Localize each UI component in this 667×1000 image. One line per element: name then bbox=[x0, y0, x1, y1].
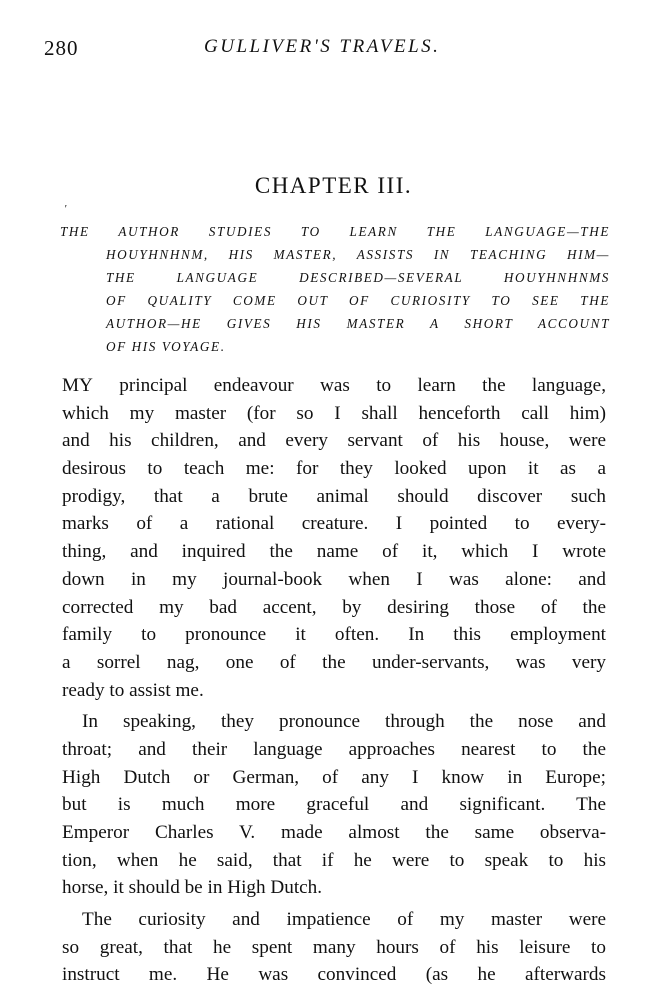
body-line: but is much more graceful and significant. The bbox=[62, 794, 606, 816]
chapter-heading: CHAPTER III. bbox=[254, 173, 413, 198]
first-line-rest: principal endeavour was to learn the language, bbox=[92, 375, 606, 396]
summary-line: OF HIS VOYAGE. bbox=[106, 339, 226, 354]
running-title: GULLIVER'S TRAVELS. bbox=[204, 36, 441, 57]
body-line: The curiosity and impatience of my master were bbox=[82, 909, 606, 931]
body-line: marks of a rational creature. I pointed to every- bbox=[62, 513, 606, 535]
body-line: and his children, and every servant of his house, were bbox=[62, 430, 606, 452]
body-line: tion, when he said, that if he were to speak to his bbox=[62, 849, 606, 871]
body-line: down in my journal-book when I was alone: and bbox=[62, 568, 606, 590]
body-line: family to pronounce it often. In this employment bbox=[62, 624, 606, 646]
body-line: In speaking, they pronounce through the nose and bbox=[82, 711, 606, 733]
first-word: MY bbox=[62, 375, 93, 396]
running-head bbox=[44, 36, 624, 58]
body-line: horse, it should be in High Dutch. bbox=[62, 877, 323, 899]
body-line: thing, and inquired the name of it, which I wrote bbox=[62, 541, 606, 563]
body-line: which my master (for so I shall henceforth call him) bbox=[62, 402, 606, 424]
body-line: High Dutch or German, of any I know in Europe; bbox=[62, 766, 606, 788]
body-line: desirous to teach me: for they looked upon it as a bbox=[62, 458, 606, 480]
body-line bbox=[62, 372, 606, 400]
summary-line: AUTHOR—HE GIVES HIS MASTER A SHORT ACCOUNT bbox=[106, 316, 610, 331]
body-line: Emperor Charles V. made almost the same observa- bbox=[62, 822, 606, 843]
page-number: 280 bbox=[44, 36, 79, 60]
body-line: throat; and their language approaches nearest to the bbox=[62, 738, 606, 760]
chapter-summary bbox=[60, 220, 610, 358]
summary-line: OF QUALITY COME OUT OF CURIOSITY TO SEE THE bbox=[106, 293, 610, 308]
body-line: prodigy, that a brute animal should discover such bbox=[62, 485, 606, 507]
body-line: so great, that he spent many hours of his leisure to bbox=[62, 936, 606, 958]
stray-mark: ' bbox=[64, 203, 67, 215]
summary-line: THE AUTHOR STUDIES TO LEARN THE LANGUAGE—THE bbox=[60, 224, 610, 239]
body-line: a sorrel nag, one of the under-servants, was very bbox=[62, 651, 606, 673]
body-line: ready to assist me. bbox=[62, 679, 204, 701]
summary-line: HOUYHNHNM, HIS MASTER, ASSISTS IN TEACHING HIM— bbox=[106, 247, 610, 262]
body-line: corrected my bad accent, by desiring those of the bbox=[62, 596, 606, 618]
summary-line: THE LANGUAGE DESCRIBED—SEVERAL HOUYHNHNMS bbox=[106, 270, 610, 285]
body-line: instruct me. He was convinced (as he afterwards bbox=[62, 964, 606, 986]
body-text bbox=[62, 372, 606, 989]
